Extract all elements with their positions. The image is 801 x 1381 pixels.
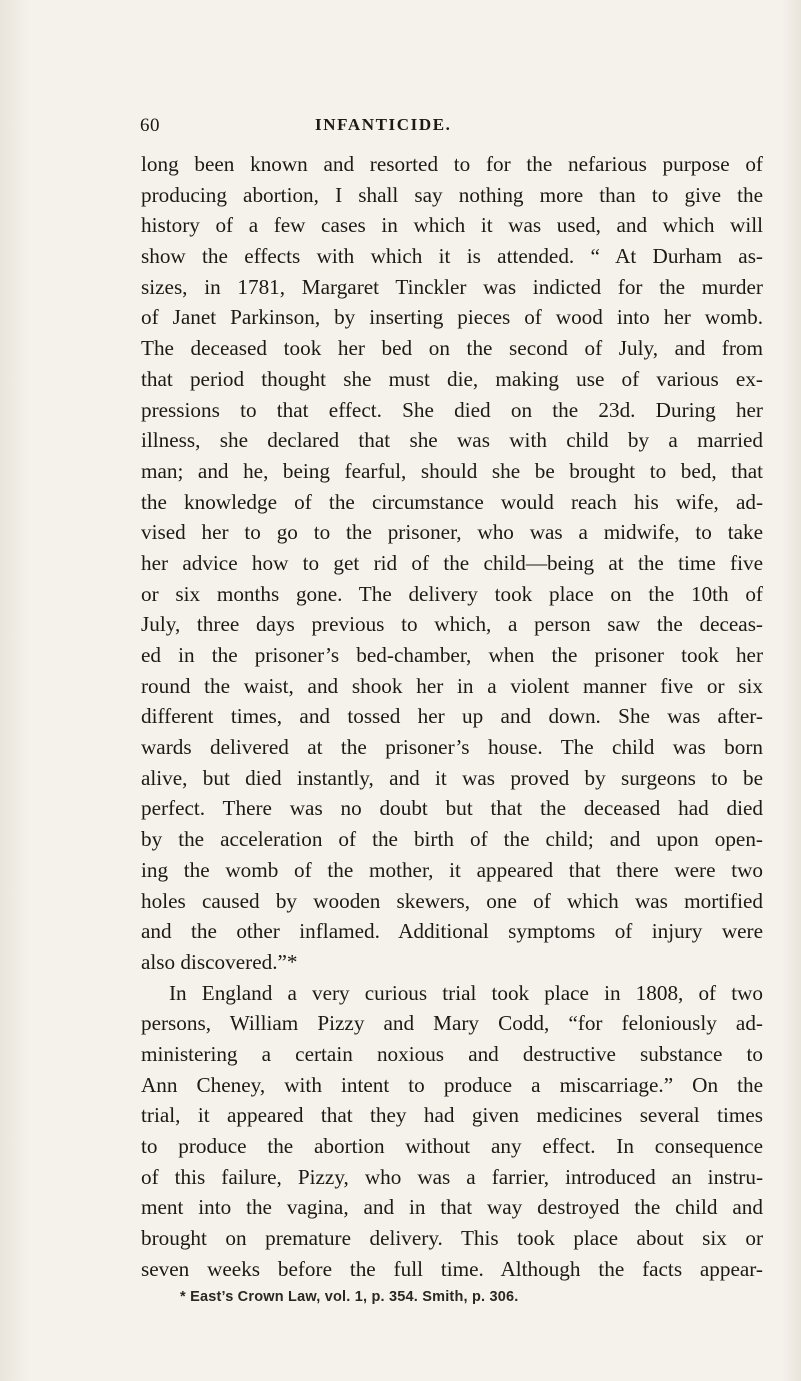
body-text: [141, 149, 763, 1284]
text-line: to produce the abortion without any effect. In consequence: [141, 1134, 763, 1158]
text-line: ment into the vagina, and in that way destroyed the child and: [141, 1195, 763, 1220]
text-line: holes caused by wooden skewers, one of which was mortified: [141, 888, 763, 913]
text-line: sizes, in 1781, Margaret Tinckler was indicted for the murder: [141, 274, 763, 299]
text-line: history of a few cases in which it was used, and which will: [141, 213, 763, 238]
running-head: INFANTICIDE.: [315, 115, 452, 134]
text-line: and the other inflamed. Additional symptoms of injury were: [141, 919, 763, 944]
text-line: show the effects with which it is attended. “ At Durham as-: [141, 244, 763, 269]
text-line: alive, but died instantly, and it was proved by surgeons to be: [141, 765, 763, 790]
text-line: long been known and resorted to for the nefarious purpose of: [141, 152, 763, 176]
text-line: illness, she declared that she was with child by a married: [141, 428, 763, 453]
text-line: by the acceleration of the birth of the child; and upon open-: [141, 827, 763, 852]
paragraph-start-line: In England a very curious trial took place in 1808, of two: [169, 980, 763, 1005]
text-line: her advice how to get rid of the child—being at the time five: [141, 550, 763, 575]
text-line: brought on premature delivery. This took place about six or: [141, 1226, 763, 1251]
text-line: producing abortion, I shall say nothing more than to give the: [141, 182, 763, 207]
text-line: trial, it appeared that they had given medicines several times: [141, 1103, 763, 1128]
text-line: seven weeks before the full time. Although the facts appear-: [141, 1256, 763, 1281]
text-line: different times, and tossed her up and down. She was after-: [141, 704, 763, 729]
text-line: of this failure, Pizzy, who was a farrier, introduced an instru-: [141, 1164, 763, 1189]
text-line: July, three days previous to which, a person saw the deceas-: [141, 612, 763, 637]
text-line: persons, William Pizzy and Mary Codd, “for feloniously ad-: [141, 1011, 763, 1036]
footnote: * East’s Crown Law, vol. 1, p. 354. Smith, p. 306.: [180, 1289, 519, 1305]
page-header: [140, 115, 620, 141]
paragraph-end-line: also discovered.”*: [141, 949, 298, 974]
text-line: that period thought she must die, making use of various ex-: [141, 366, 763, 391]
text-line: ministering a certain noxious and destructive substance to: [141, 1041, 763, 1066]
text-line: ing the womb of the mother, it appeared that there were two: [141, 857, 763, 882]
text-line: the knowledge of the circumstance would reach his wife, ad-: [141, 489, 763, 514]
text-line: perfect. There was no doubt but that the deceased had died: [141, 796, 763, 821]
text-line: vised her to go to the prisoner, who was a midwife, to take: [141, 520, 763, 545]
text-line: ed in the prisoner’s bed-chamber, when the prisoner took her: [141, 643, 763, 667]
text-line: pressions to that effect. She died on the 23d. During her: [141, 397, 763, 422]
text-line: or six months gone. The delivery took place on the 10th of: [141, 581, 763, 606]
text-line: Ann Cheney, with intent to produce a miscarriage.” On the: [141, 1072, 763, 1097]
text-line: wards delivered at the prisoner’s house. The child was born: [141, 735, 763, 760]
text-line: round the waist, and shook her in a violent manner five or six: [141, 673, 763, 698]
text-line: man; and he, being fearful, should she be brought to bed, that: [141, 458, 763, 483]
text-line: The deceased took her bed on the second of July, and from: [141, 336, 763, 361]
text-line: of Janet Parkinson, by inserting pieces of wood into her womb.: [141, 305, 763, 330]
page-number: 60: [140, 115, 160, 136]
